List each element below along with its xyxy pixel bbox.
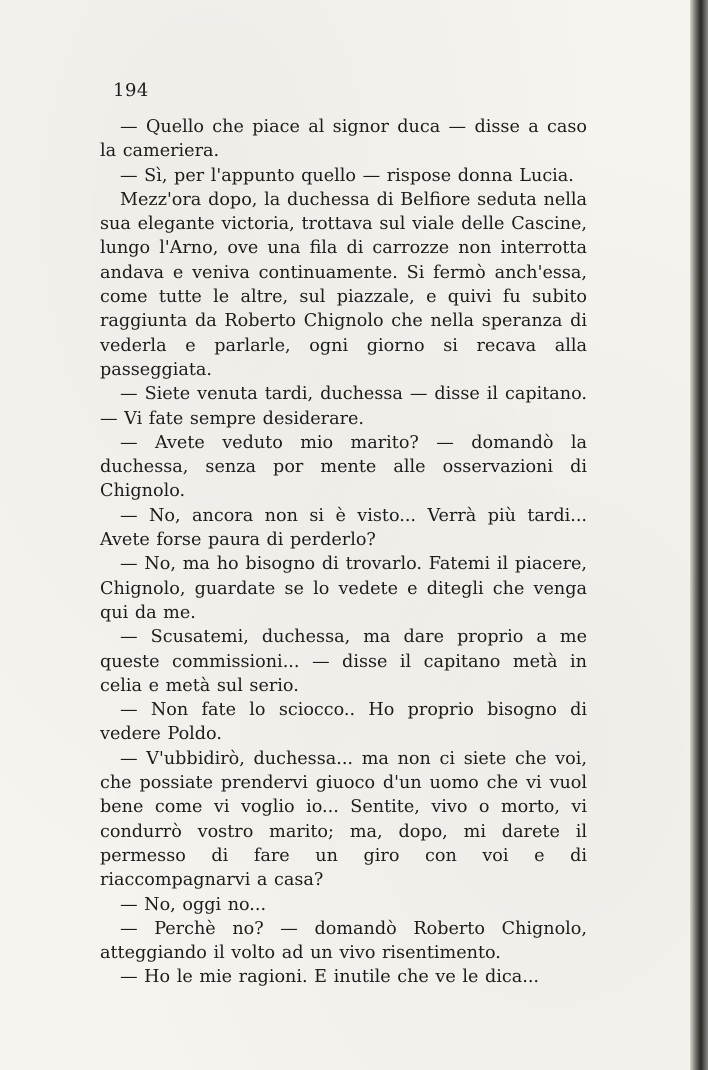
- paragraph: — Quello che piace al signor duca — disse a caso la cameriera.: [100, 117, 587, 162]
- paragraph: — No, ancora non si è visto... Verrà più tardi... Avete forse paura di perderlo?: [100, 505, 587, 551]
- paragraph: — Ho le mie ragioni. E inutile che ve le dica...: [120, 967, 540, 988]
- paragraph: — V'ubbidirò, duchessa... ma non ci siete che voi, che possiate prendervi giuoco d'un uomo che vi vuol bene come vi voglio io... Sentite, vivo o morto, vi condurrò vostro marito; ma, dopo, mi darete il permesso di fare un giro con voi e di riaccompagnarvi a casa?: [100, 748, 587, 891]
- paragraph: Mezz'ora dopo, la duchessa di Belfiore seduta nella sua elegante victoria, trottava sul viale delle Cascine, lungo l'Arno, ove una fila di carrozze non interrotta andava e veniva continuamente. Si fermò anch'essa, come tutte le altre, sul piazzale, e quivi fu subito raggiunta da Roberto Chignolo che nella speranza di vederla e parlarle, ogni giorno si recava alla passeggiata.: [100, 189, 587, 380]
- paragraph: — Scusatemi, duchessa, ma dare proprio a me queste commissioni... — disse il capitano metà in celia e metà sul serio.: [100, 627, 587, 696]
- page-number: 194: [113, 80, 149, 101]
- paragraph: — Sì, per l'appunto quello — rispose donna Lucia.: [120, 165, 574, 186]
- paragraph: — Non fate lo sciocco.. Ho proprio bisogno di vedere Poldo.: [100, 700, 587, 745]
- paragraph: — Siete venuta tardi, duchessa — disse il capitano. — Vi fate sempre desiderare.: [100, 384, 587, 429]
- book-spine-edge: [690, 0, 708, 1070]
- paragraph: — Perchè no? — domandò Roberto Chignolo, atteggiando il volto ad un vivo risentimento.: [100, 918, 587, 964]
- paragraph: — Avete veduto mio marito? — domandò la duchessa, senza por mente alle osservazioni di Chignolo.: [100, 432, 587, 502]
- paragraph: — No, oggi no...: [120, 894, 267, 915]
- paragraph: — No, ma ho bisogno di trovarlo. Fatemi il piacere, Chignolo, guardate se lo vedete e ditegli che venga qui da me.: [100, 554, 587, 623]
- body-text: [100, 115, 587, 990]
